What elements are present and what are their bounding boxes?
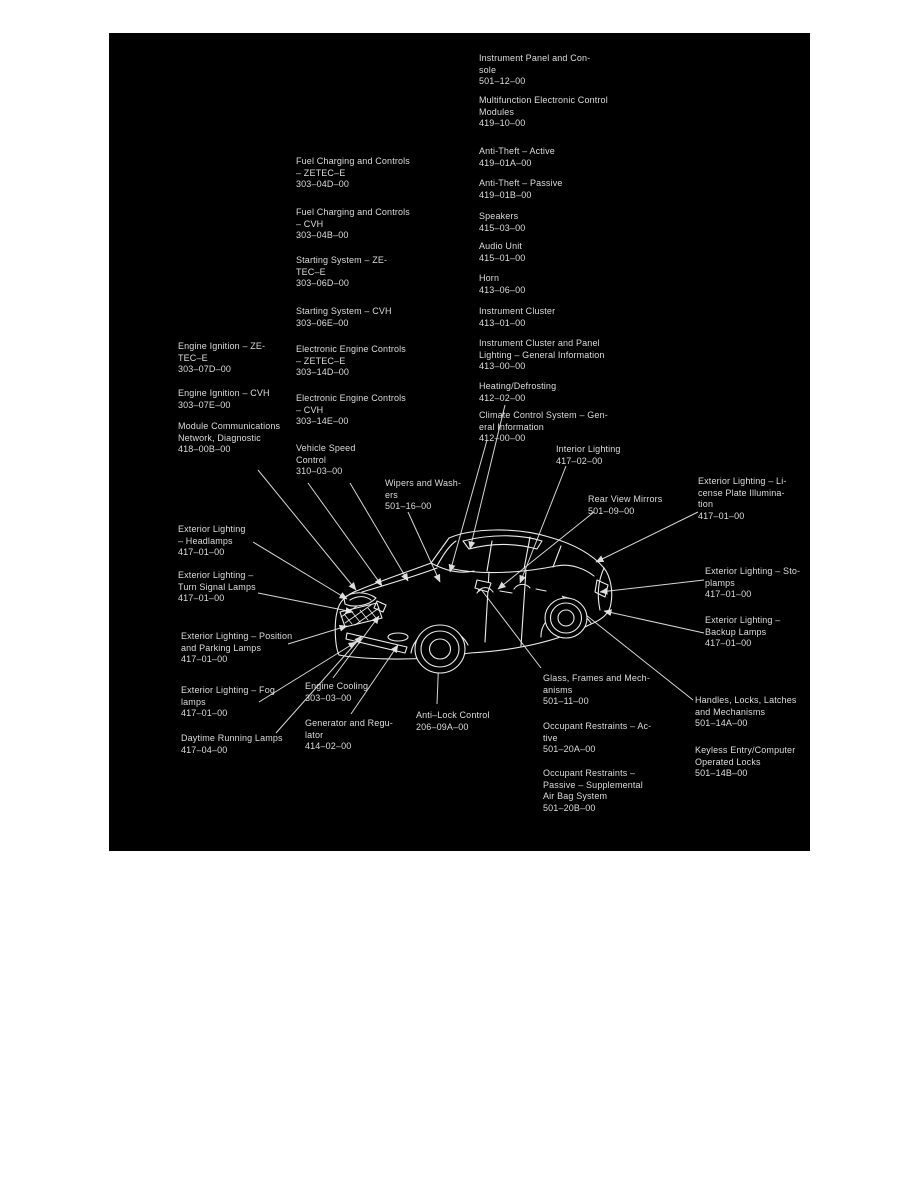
label-line: Operated Locks [695, 756, 761, 767]
label-line: Exterior Lighting – Li- [698, 476, 787, 486]
diagram-label-exterior-lighting-position-parking [181, 631, 292, 666]
label-line: 501–12–00 [479, 76, 526, 86]
diagram-label-starting-system-zetec-e [296, 255, 387, 290]
label-line: 417–01–00 [178, 547, 225, 557]
label-line: Generator and Regu- [305, 718, 393, 728]
diagram-label-speakers [479, 211, 525, 234]
label-line: 414–02–00 [305, 741, 352, 751]
label-line: Multifunction Electronic Control [479, 95, 608, 105]
label-line: Climate Control System – Gen- [479, 410, 608, 420]
diagram-label-occupant-restraints-active [543, 721, 651, 756]
diagram-label-exterior-lighting-fog [181, 685, 275, 720]
label-line: 417–01–00 [178, 593, 225, 603]
label-line: Electronic Engine Controls [296, 393, 406, 403]
label-line: 417–01–00 [705, 638, 752, 648]
diagram-label-exterior-lighting-license-plate [698, 476, 787, 522]
label-line: – Headlamps [178, 535, 233, 546]
label-line: 303–14E–00 [296, 416, 349, 426]
label-line: Anti–Lock Control [416, 710, 490, 720]
label-line: Anti-Theft – Active [479, 146, 555, 156]
label-line: Glass, Frames and Mech- [543, 673, 650, 683]
diagram-label-electronic-engine-controls-zetec-e [296, 344, 406, 379]
label-line: Instrument Cluster and Panel [479, 338, 600, 348]
diagram-label-vehicle-speed-control [296, 443, 356, 478]
label-line: 501–20A–00 [543, 744, 596, 754]
label-line: Occupant Restraints – Ac- [543, 721, 652, 731]
label-line: Control [296, 454, 327, 465]
label-line: 419–10–00 [479, 118, 526, 128]
label-line: 417–01–00 [181, 654, 228, 664]
label-line: 501–11–00 [543, 696, 589, 706]
label-line: Exterior Lighting – [705, 615, 781, 625]
diagram-label-engine-ignition-zetec-e [178, 341, 265, 376]
label-line: 303–06D–00 [296, 278, 350, 288]
label-line: Handles, Locks, Latches [695, 695, 797, 705]
label-line: 303–04D–00 [296, 179, 350, 189]
label-line: – CVH [296, 218, 324, 229]
label-line: sole [479, 64, 497, 75]
label-line: eral Information [479, 421, 544, 432]
diagram-label-climate-control-system [479, 410, 608, 445]
diagram-label-anti-lock-control [416, 710, 490, 733]
diagram-label-horn [479, 273, 525, 296]
labels-layer [109, 33, 810, 851]
label-line: 419–01A–00 [479, 157, 532, 168]
label-line: lamps [181, 696, 206, 707]
label-line: 303–07E–00 [178, 399, 231, 410]
label-line: plamps [705, 577, 735, 588]
label-line: 418–00B–00 [178, 444, 231, 454]
label-line: Speakers [479, 211, 519, 221]
label-line: 501–14A–00 [695, 718, 748, 728]
diagram-label-handles-locks-latches [695, 695, 797, 730]
diagram-label-module-communications-network [178, 421, 280, 456]
diagram-label-interior-lighting [556, 444, 621, 467]
label-line: 415–01–00 [479, 252, 526, 263]
label-line: 417–04–00 [181, 744, 228, 755]
diagram-label-exterior-lighting-stoplamps [705, 566, 800, 601]
diagram-label-audio-unit [479, 241, 525, 264]
label-line: Anti-Theft – Passive [479, 178, 563, 188]
label-line: Fuel Charging and Controls [296, 156, 410, 166]
label-line: Passive – Supplemental [543, 779, 643, 790]
label-line: tive [543, 732, 558, 743]
diagram-panel [109, 33, 810, 851]
diagram-label-glass-frames-mechanisms [543, 673, 650, 708]
label-line: – CVH [296, 404, 324, 415]
diagram-label-exterior-lighting-backup [705, 615, 780, 650]
label-line: Exterior Lighting – Sto- [705, 566, 801, 576]
label-line: 501–14B–00 [695, 768, 748, 778]
label-line: 412–02–00 [479, 392, 526, 403]
label-line: Exterior Lighting – [178, 570, 254, 580]
diagram-label-instrument-cluster-panel-lighting [479, 338, 605, 373]
label-line: Keyless Entry/Computer [695, 745, 796, 755]
diagram-label-electronic-engine-controls-cvh [296, 393, 406, 428]
label-line: Starting System – ZE- [296, 255, 388, 265]
diagram-label-keyless-entry-computer-locks [695, 745, 795, 780]
label-line: Interior Lighting [556, 444, 621, 454]
label-line: Exterior Lighting [178, 524, 246, 534]
label-line: 501–20B–00 [543, 802, 596, 813]
label-line: Lighting – General Information [479, 349, 605, 360]
label-line: and Parking Lamps [181, 642, 262, 653]
label-line: Engine Ignition – CVH [178, 388, 270, 398]
label-line: 413–00–00 [479, 361, 526, 371]
diagram-label-fuel-charging-zetec-e [296, 156, 410, 191]
diagram-label-multifunction-electronic-control-modules [479, 95, 608, 130]
diagram-label-exterior-lighting-turn-signal [178, 570, 256, 605]
label-line: Daytime Running Lamps [181, 733, 283, 743]
diagram-label-generator-and-regulator [305, 718, 393, 753]
label-line: 303–06E–00 [296, 317, 349, 328]
diagram-label-anti-theft-active [479, 146, 555, 169]
label-line: 413–06–00 [479, 284, 526, 295]
label-line: Engine Ignition – ZE- [178, 341, 266, 351]
label-line: Horn [479, 273, 500, 283]
label-line: 419–01B–00 [479, 189, 532, 200]
label-line: 417–01–00 [705, 589, 752, 599]
diagram-label-anti-theft-passive [479, 178, 563, 201]
label-line: 303–14D–00 [296, 367, 350, 377]
label-line: and Mechanisms [695, 706, 766, 717]
label-line: cense Plate Illumina- [698, 487, 785, 498]
label-line: Exterior Lighting – Position [181, 631, 293, 641]
label-line: Module Communications [178, 421, 281, 431]
label-line: Turn Signal Lamps [178, 581, 256, 592]
label-line: Engine Cooling [305, 681, 369, 691]
label-line: 310–03–00 [296, 466, 343, 476]
label-line: 303–03–00 [305, 692, 352, 703]
label-line: 501–09–00 [588, 505, 635, 516]
label-line: 415–03–00 [479, 222, 526, 233]
label-line: – ZETEC–E [296, 355, 346, 366]
label-line: anisms [543, 684, 573, 695]
label-line: Vehicle Speed [296, 443, 356, 453]
diagram-label-engine-cooling [305, 681, 368, 704]
label-line: TEC–E [296, 266, 326, 277]
label-line: – ZETEC–E [296, 167, 346, 178]
label-line: Occupant Restraints – [543, 768, 636, 778]
diagram-label-instrument-panel-console [479, 53, 590, 88]
diagram-label-starting-system-cvh [296, 306, 392, 329]
diagram-label-exterior-lighting-headlamps [178, 524, 246, 559]
label-line: 412–00–00 [479, 433, 526, 443]
label-line: Exterior Lighting – Fog [181, 685, 275, 695]
label-line: Air Bag System [543, 791, 608, 801]
label-line: 206–09A–00 [416, 721, 469, 732]
label-line: Backup Lamps [705, 626, 767, 637]
label-line: 501–16–00 [385, 501, 432, 511]
label-line: Starting System – CVH [296, 306, 392, 316]
label-line: 413–01–00 [479, 317, 526, 328]
label-line: 417–02–00 [556, 455, 603, 466]
label-line: Fuel Charging and Controls [296, 207, 410, 217]
diagram-label-engine-ignition-cvh [178, 388, 270, 411]
diagram-label-daytime-running-lamps [181, 733, 283, 756]
diagram-label-wipers-and-washers [385, 478, 461, 513]
label-line: Modules [479, 106, 515, 117]
label-line: 417–01–00 [181, 708, 228, 718]
label-line: lator [305, 729, 324, 740]
label-line: tion [698, 499, 714, 509]
diagram-label-rear-view-mirrors [588, 494, 662, 517]
label-line: Instrument Cluster [479, 306, 556, 316]
label-line: Electronic Engine Controls [296, 344, 406, 354]
label-line: 303–04B–00 [296, 230, 349, 240]
diagram-label-instrument-cluster [479, 306, 555, 329]
label-line: Instrument Panel and Con- [479, 53, 591, 63]
label-line: TEC–E [178, 352, 208, 363]
label-line: 303–07D–00 [178, 364, 232, 374]
label-line: 417–01–00 [698, 510, 745, 521]
label-line: ers [385, 489, 398, 500]
diagram-label-fuel-charging-cvh [296, 207, 410, 242]
label-line: Network, Diagnostic [178, 432, 261, 443]
label-line: Wipers and Wash- [385, 478, 462, 488]
label-line: Rear View Mirrors [588, 494, 663, 504]
label-line: Audio Unit [479, 241, 523, 251]
label-line: Heating/Defrosting [479, 381, 557, 391]
diagram-label-heating-defrosting [479, 381, 556, 404]
diagram-label-occupant-restraints-passive [543, 768, 643, 814]
